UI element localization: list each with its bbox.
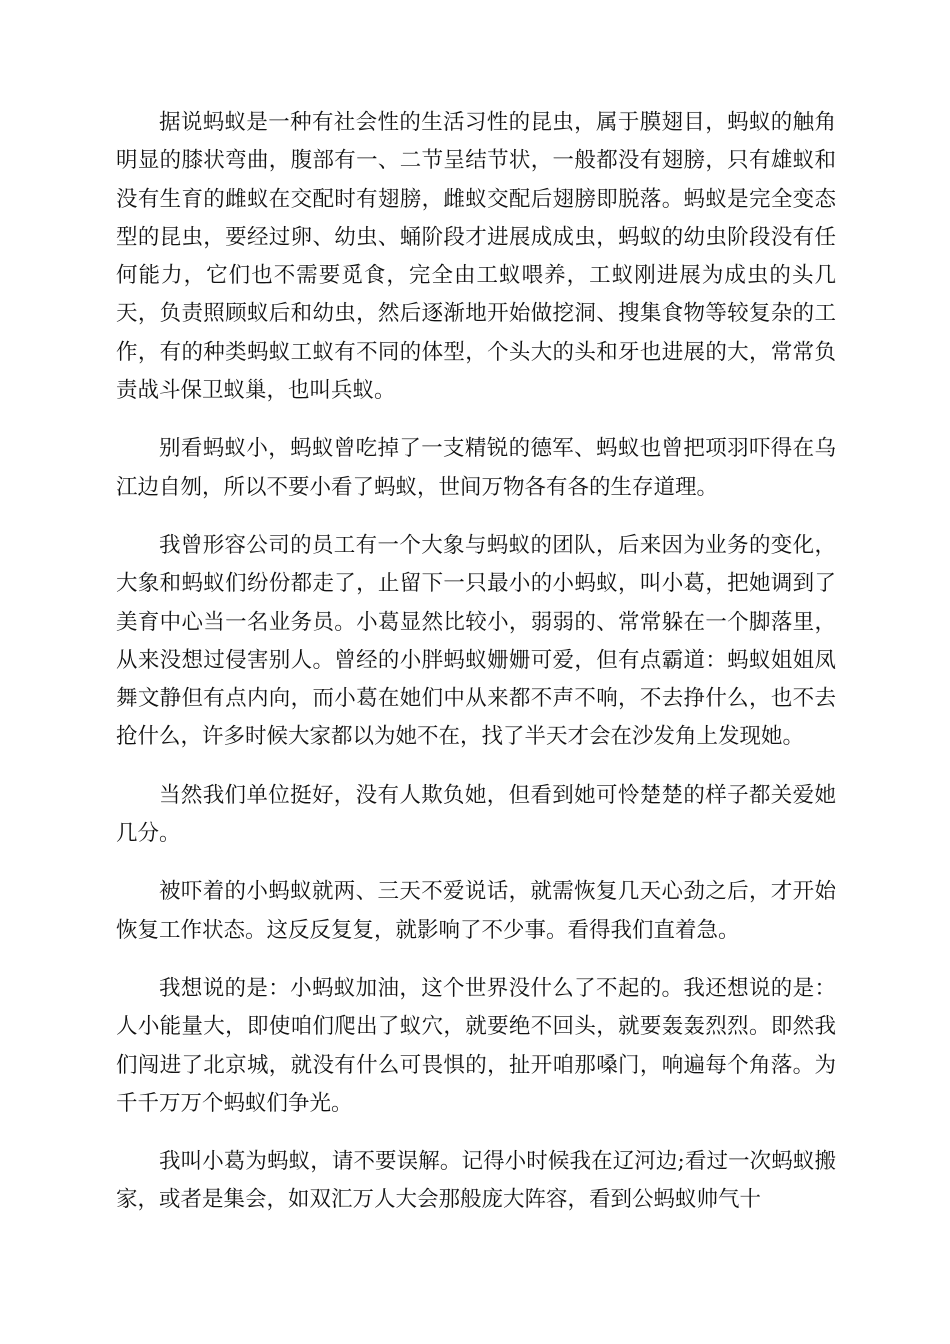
paragraph-care: 当然我们单位挺好，没有人欺负她，但看到她可怜楚楚的样子都关爱她几分。 <box>116 782 836 847</box>
document-page <box>116 104 857 1220</box>
paragraph-elephant-and-ant-team: 我曾形容公司的员工有一个大象与蚂蚁的团队，后来因为业务的变化，大象和蚂蚁们纷份都走了，止留下一只最小的小蚂蚁，叫小葛，把她调到了美育中心当一名业务员。小葛显然比较小，弱弱的、常常躲在一个脚落里，从来没想过侵害别人。曾经的小胖蚂蚁姗姗可爱，但有点霸道：蚂蚁姐姐凤舞文静但有点内向，而小葛在她们中从来都不声不响，不去挣什么，也不去抢什么，许多时候大家都以为她不在，找了半天才会在沙发角上发现她。 <box>116 532 836 750</box>
paragraph-childhood-memory: 我叫小葛为蚂蚁，请不要误解。记得小时候我在辽河边;看过一次蚂蚁搬家，或者是集会，如双汇万人大会那般庞大阵容，看到公蚂蚁帅气十 <box>116 1149 836 1213</box>
paragraph-encouragement: 我想说的是：小蚂蚁加油，这个世界没什么了不起的。我还想说的是： 人小能量大，即使咱们爬出了蚁穴，就要绝不回头，就要轰轰烈烈。即然我们闯进了北京城，就没有什么可畏惧的，扯开咱那嗓门，响遍每个角落。为千千万万个蚂蚁们争光。 <box>116 975 857 1116</box>
paragraph-ant-power: 别看蚂蚁小，蚂蚁曾吃掉了一支精锐的德军、蚂蚁也曾把项羽吓得在乌江边自刎，所以不要小看了蚂蚁，世间万物各有各的生存道理。 <box>116 436 836 500</box>
paragraph-ant-biology: 据说蚂蚁是一种有社会性的生活习性的昆虫，属于膜翅目，蚂蚁的触角明显的膝状弯曲，腹部有一、二节呈结节状，一般都没有翅膀，只有雄蚁和没有生育的雌蚁在交配时有翅膀，雌蚁交配后翅膀即脱落。蚂蚁是完全变态型的昆虫，要经过卵、幼虫、蛹阶段才进展成成虫，蚂蚁的幼虫阶段没有任何能力，它们也不需要觅食，完全由工蚁喂养，工蚁刚进展为成虫的头几天，负责照顾蚁后和幼虫，然后逐渐地开始做挖洞、搜集食物等较复杂的工作，有的种类蚂蚁工蚁有不同的体型，个头大的头和牙也进展的大，常常负责战斗保卫蚁巢，也叫兵蚁。 <box>116 110 836 404</box>
paragraph-frightened-ant: 被吓着的小蚂蚁就两、三天不爱说话，就需恢复几天心劲之后，才开始恢复工作状态。这反反复复，就影响了不少事。看得我们直着急。 <box>116 879 836 943</box>
